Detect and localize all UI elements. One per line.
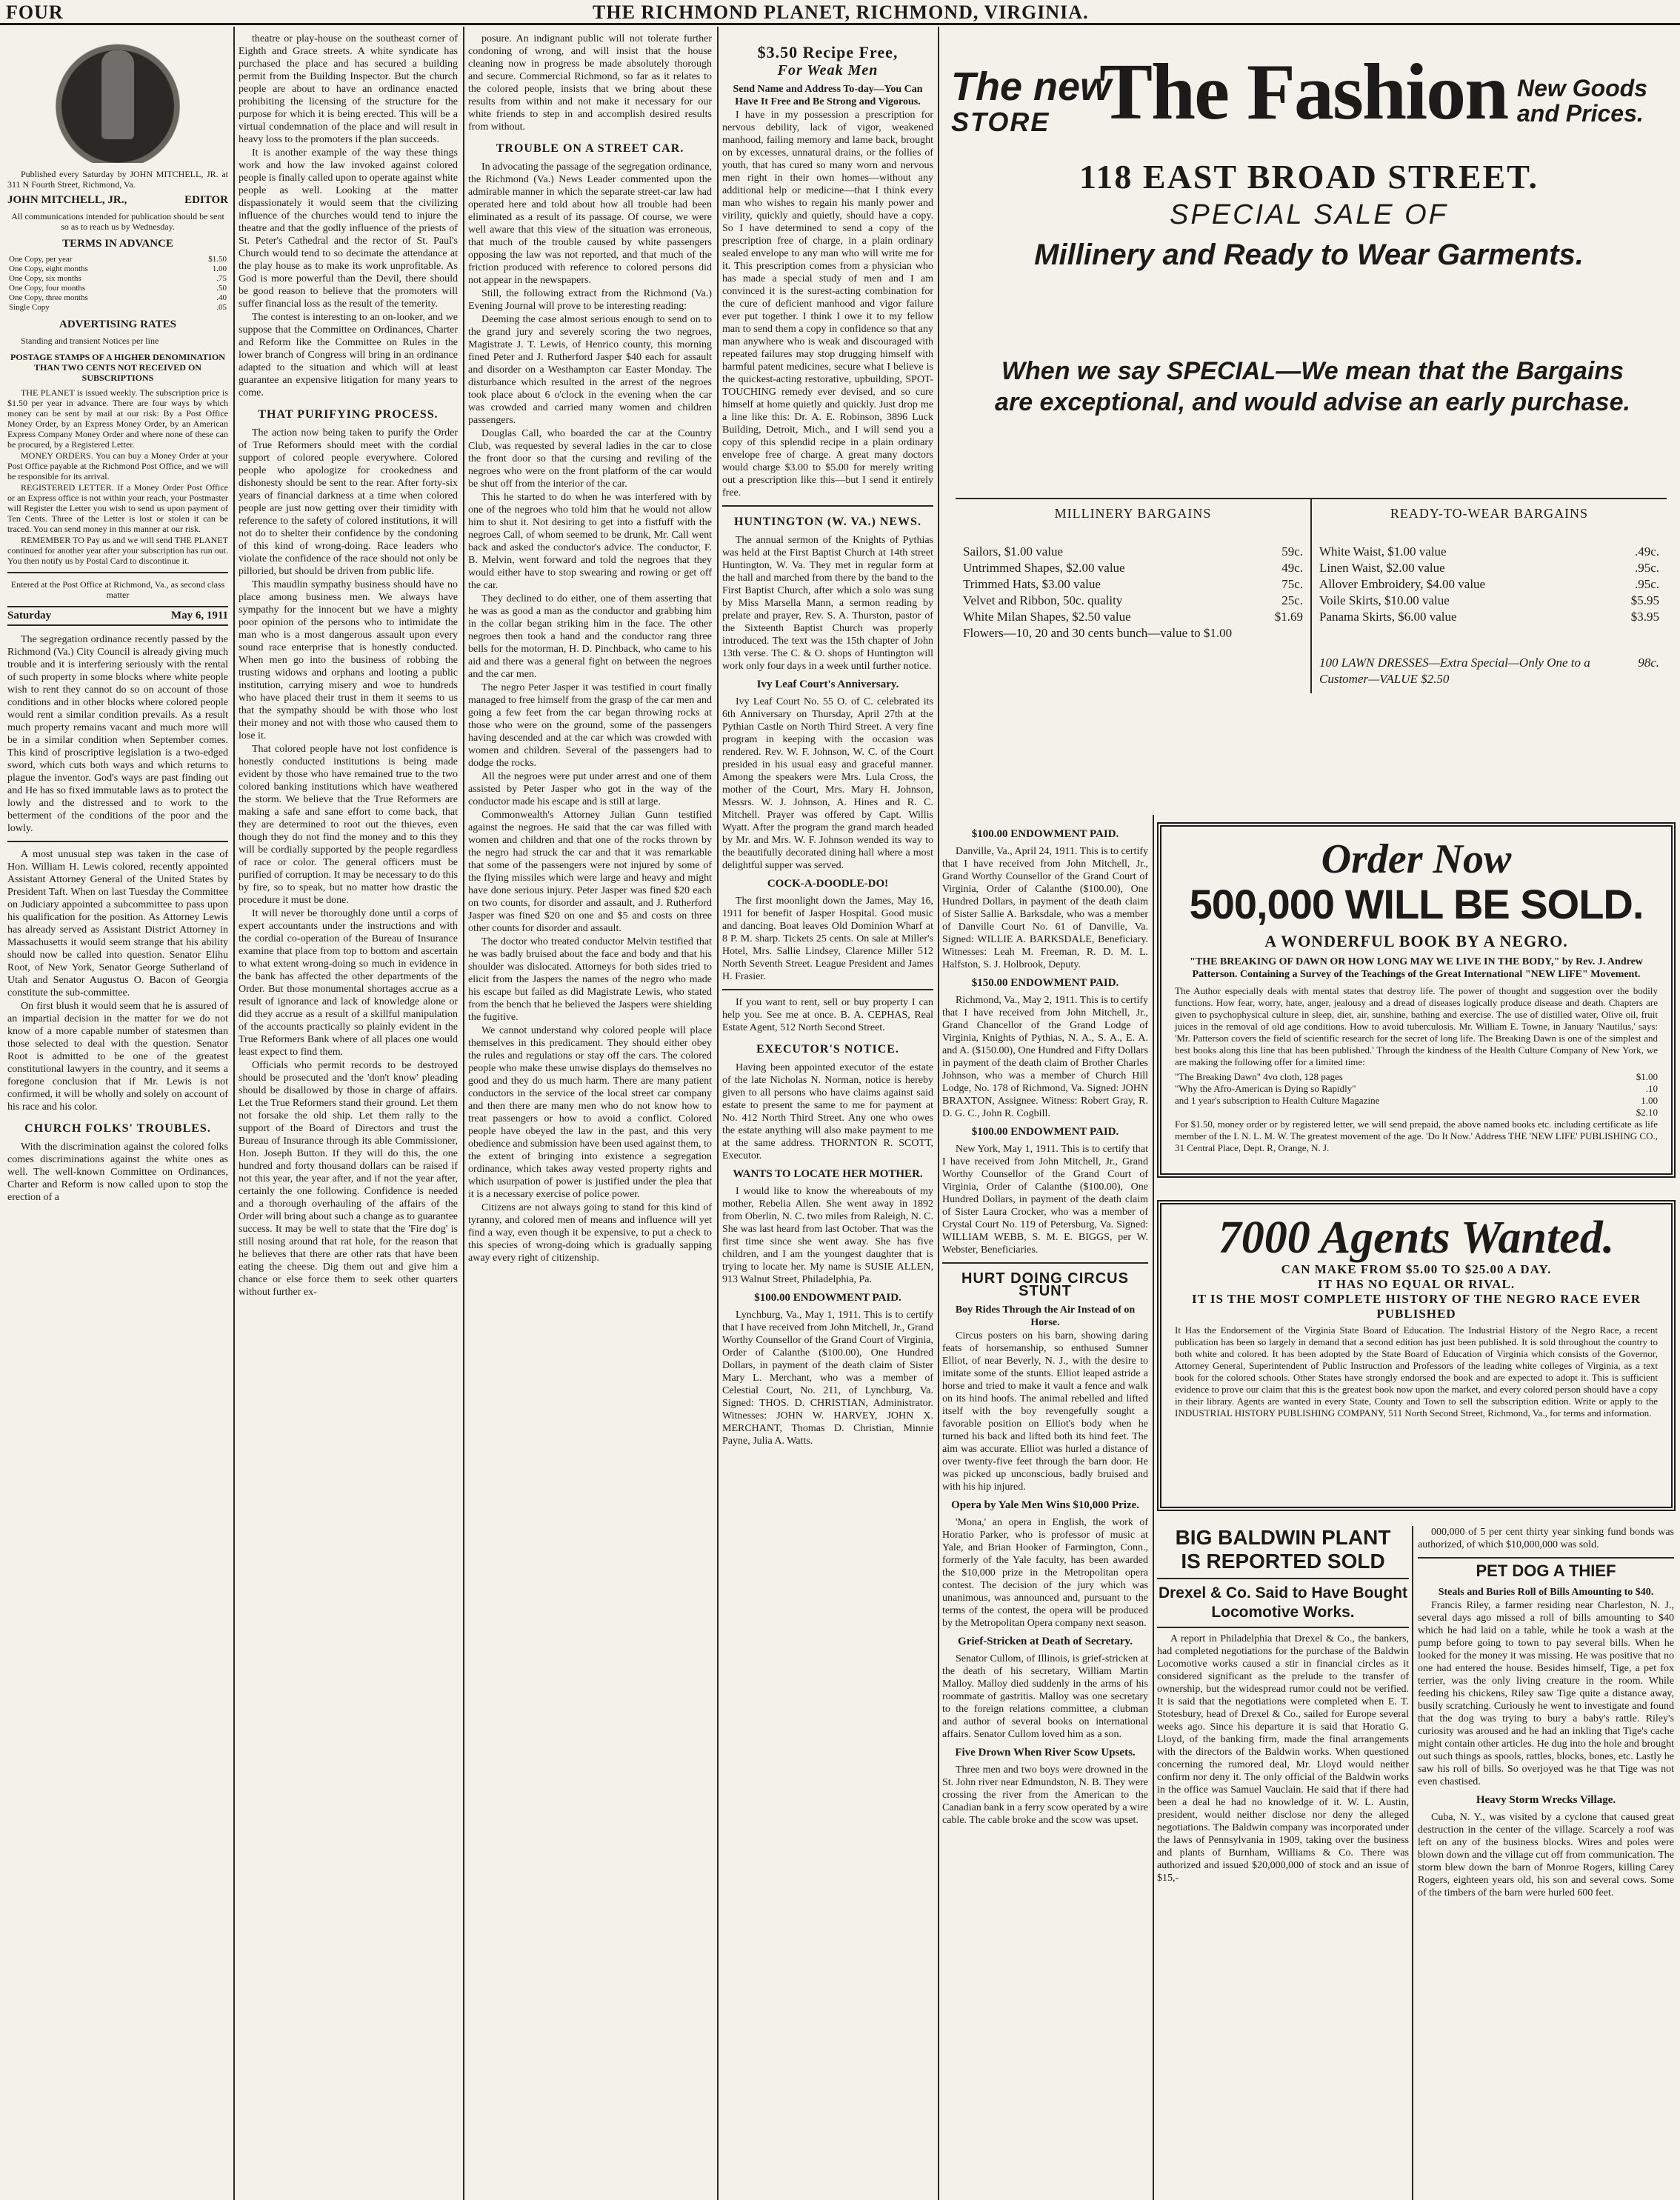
ad-boxed-message: When we say SPECIAL—We mean that the Bargains are exceptional, and would advise an early purchase. xyxy=(995,357,1630,416)
article-heading: THAT PURIFYING PROCESS. xyxy=(258,408,439,421)
column-3 xyxy=(468,33,712,2196)
article-paragraph: 000,000 of 5 per cent thirty year sinking fund bonds was authorized, of which $10,000,000 was sold. xyxy=(1418,1527,1674,1550)
article-paragraph: Francis Riley, a farmer residing near Charleston, N. J., several days ago missed a roll of bills amounting to $40 which he had laid on a table, while he took a wash at the pump before going to town to pay several bills. When he looked for the money it was missing. He was positive that no one had entered the house. Besides himself, Tige, a pet fox terrier, was the only living creature in the room. While feeding his chickens, Riley saw Tige quite a distance away, busily scratching. Curiously he went to investigate and found that the dog was trying to bury a baby's rattle. Riley's curiosity was aroused and he had an inkling that Tige's cache might contain other articles. He dug into the hole and brought out such things as spools, rattles, blocks, bones, etc. Lastly he saw his roll of bills. So overjoyed was he that Tige was not even chastised. xyxy=(1418,1600,1674,1787)
article-heading: Heavy Storm Wrecks Village. xyxy=(1476,1794,1616,1806)
article-heading: HURT DOING CIRCUS STUNT xyxy=(961,1270,1129,1299)
ad-body: The Author especially deals with mental states that destroy life. The power of thought and suggestion over the bodily functions. How fear, worry, hate, anger, jealousy and a dread of diseases logically produce disease and death. Chapters are given to psychophysical culture in sleep, diet, air, sunshine, bathing and exercise. The use of distilled water, Olive oil, fruit juices in the removal of old age conditions. How to avoid tuberculosis. Mr. William E. Towne, in January 'Nautilus,' says: 'Mr. Patterson covers the field of scientific research for the secret of long life. The Breaking Dawn is one of the simplest and best books along this line that has been published.' Through the kindness of the Health Culture Company of New York, we are making the following offer for a limited time: xyxy=(1175,985,1658,1067)
article-paragraph: Cuba, N. Y., was visited by a cyclone that caused great destruction in the center of the village. Scarcely a roof was left on any of the business blocks. Wires and poles were blown down and the village cut off from communication. The storm blew down the barn of Monroe Rogers, killing Carey Rogers, eighteen years old, his son and several cows. Some of the timbers of the barn were hurled 600 feet. xyxy=(1418,1812,1674,1899)
ad-price-list xyxy=(1175,1071,1658,1119)
article-paragraph: Deeming the case almost serious enough to send on to the grand jury and severely scoring the two negroes, Magistrate J. T. Lewis, of Henrico county, this morning fined Peter and J. Rutherford Jasper $40 each for assault and disorder on a Westhampton car Easter Monday. The disturbance which resulted in the arrest of the negroes took place about 6 o'clock in the evening when the car was crowded and carried many women and children passengers. xyxy=(468,314,712,426)
article-paragraph: Officials who permit records to be destroyed should be prosecuted and the 'don't know' pleading should be disallowed by those in charge of affairs. Let the True Reformers stand their ground. Let them not forsake the old ship. Let them rally to the support of the Board of Directors and trust the Bureau of Insurance through its able Commissioner, Hon. Joseph Button. If they will do this, the one hundred and forty thousand dollars can be raised if not this year, the year after, and if not the year after, certainly the one following. Confidence is needed and a thorough overhauling of the affairs of the Order will bring about such a change as to guarantee success. It may be well to state that the 'Fire dog' is still nosing around that rat hole, for the reason that he believes that there are other rats that have been eating the cheese. Dig them out and give him a chance or else force them to seek other quarters without further ex- xyxy=(239,1060,458,1298)
article-paragraph: Danville, Va., April 24, 1911. This is to certify that I have received from John Mitchell, Jr., Grand Worthy Counsellor of the Grand Court of Virginia, Order of Calanthe ($100.00), One Hundred Dollars, in payment of the death claim of Sister Sallie A. Barksdale, who was a member of Danville Court No. 61 of Danville, Va. Signed: WILLIE A. BARKSDALE, Beneficiary. Witnesses: Leah M. Freeman, R. D. M. L. Halfston, S. J. Holbrook, Deputy. xyxy=(942,846,1148,970)
article-heading: Five Drown When River Scow Upsets. xyxy=(955,1747,1136,1759)
list-item: Panama Skirts, $6.00 value $3.95 xyxy=(1319,610,1659,624)
table-row: One Copy, six months .75 xyxy=(9,274,227,283)
article-heading: HUNTINGTON (W. VA.) NEWS. xyxy=(734,516,921,528)
column-rule xyxy=(233,27,235,2200)
list-item: "Why the Afro-American is Dying so Rapidly" .10 xyxy=(1175,1083,1658,1094)
ad-millinery: Millinery and Ready to Wear Garments. xyxy=(1034,239,1584,271)
ad-heading: Order Now xyxy=(1321,836,1512,882)
article-subheading: Boy Rides Through the Air Instead of on Horse. xyxy=(955,1304,1136,1328)
article-heading: Opera by Yale Men Wins $10,000 Prize. xyxy=(951,1499,1139,1511)
ad-the-new: The new xyxy=(951,64,1112,109)
column-5 xyxy=(942,822,1148,2196)
adv-note: Standing and transient Notices per line xyxy=(21,336,159,346)
ad-subheading: IT IS THE MOST COMPLETE HISTORY OF THE NEGRO RACE EVER PUBLISHED xyxy=(1191,1292,1641,1321)
terms-heading: TERMS IN ADVANCE xyxy=(62,238,173,250)
pet-dog-article xyxy=(1418,1526,1674,2196)
article-heading: TROUBLE ON A STREET CAR. xyxy=(496,142,684,155)
article-subheading: Steals and Buries Roll of Bills Amounting to $40. xyxy=(1438,1587,1654,1598)
column-rule xyxy=(717,27,719,2200)
table-row: One Copy, four months .50 xyxy=(9,284,227,293)
article-headline: BIG BALDWIN PLANT IS REPORTED SOLD xyxy=(1157,1526,1409,1579)
list-item: Allover Embroidery, $4.00 value .95c. xyxy=(1319,577,1659,591)
ad-brand: The Fashion xyxy=(1099,48,1508,136)
list-item: Trimmed Hats, $3.00 value 75c. xyxy=(963,577,1303,591)
list-item: Velvet and Ribbon, 50c. quality 25c. xyxy=(963,593,1303,607)
article-paragraph: Ivy Leaf Court No. 55 O. of C. celebrated its 6th Anniversary on Thursday, April 27th at the Pythian Castle on North Third Street. A very fine program in keeping with the occasion was rendered. Rev. W. F. Johnson, W. C. of the Court presided in his usual easy and graceful manner. Among the speakers were Mrs. Lula Cross, the mother of the Court, Mrs. Mary H. Johnson, Messrs. W. J. Johnson, A. Hines and R. C. Mitchell. Prayer was offered by Capt. Willis Wyatt. After the program the grand march headed by Mr. and Mrs. W. F. Johnson wended its way to the beautifully decorated dining hall where a most delightful supper was served. xyxy=(722,696,933,871)
article-paragraph: The doctor who treated conductor Melvin testified that he was badly bruised about the face and body and that his shoulder was dislocated. Attorneys for both sides tried to elicit from the Jaspers the names of the negro who made his escape but failed as did Magistrate Lewis, who stated from the bench that he believed the Jaspers were shielding the fugitive. xyxy=(468,936,712,1023)
entered-note: Entered at the Post Office at Richmond, Va., as second class matter xyxy=(10,579,225,600)
column-1 xyxy=(7,33,228,2196)
agents-wanted-advertisement xyxy=(1157,1200,1676,1511)
notice: REMEMBER TO Pay us and we will send THE PLANET continued for another year after your subscription has run out. You then notify us by Postal Card to discontinue it. xyxy=(7,535,228,566)
column-rule xyxy=(1153,815,1154,2200)
date-value: May 6, 1911 xyxy=(170,610,228,621)
table-row: One Copy, three months .40 xyxy=(9,293,227,302)
recipe-subheading: For Weak Men xyxy=(777,62,879,79)
article-paragraph: Douglas Call, who boarded the car at the Country Club, was requested by several ladies in the car to close the front door so that the cursing and reviling of the negroes who were on the front platform of the car would be shut off from the interior of the car. xyxy=(468,428,712,490)
list-item: Sailors, $1.00 value 59c. xyxy=(963,544,1303,559)
article-paragraph: A report in Philadelphia that Drexel & Co., the bankers, had completed negotiations for the purchase of the Baldwin Locomotive works caused a stir in financial circles as it considered significant as the prelude to the transfer of ownership, but the widespread rumor could not be verified. It is said that the negotiations were completed when E. T. Stotesbury, head of Drexel & Co., sailed for Europe several weeks ago. Since his departure it is said that Horatio G. Lloyd, of the banking firm, made the final arrangements with the directors of the Baldwin works. When questioned concerning the rumored deal, Mr. Lloyd would neither confirm nor deny it. The only official of the Baldwin works in the office was Samuel Vauclain. He said that if there had been a deal he had no knowledge of it. W. L. Austin, president, would neither disclose nor deny the alleged negotiations. The Baldwin company was incorporated under the laws of Pennsylvania in 1909, taking over the business and plants of Burnham, Williams & Co. There was authorized and issued $20,000,000 of stock and an issue of $15,- xyxy=(1157,1633,1409,1884)
table-row: Single Copy .05 xyxy=(9,303,227,312)
article-paragraph: New York, May 1, 1911. This is to certify that I have received from John Mitchell, Jr., Grand Worthy Counsellor of the Grand Court of Virginia, Order of Calanthe ($100.00), One Hundred Dollars, in payment of the death claim of Sister Laura Crocker, who was a member of Crystal Court No. 119 of Petersburg, Va. Signed: WILLIAM WEBB, S. M. E. BIGGS, per W. Webster, Beneficiaries. xyxy=(942,1144,1148,1256)
column-rule xyxy=(463,27,464,2200)
article-paragraph: Commonwealth's Attorney Julian Gunn testified against the negroes. He said that the car was filled with women and children and that one of the rocks thrown by the negro had struck the car and that it was remarkable that some of the passengers were not injured by some of the flying missiles which were large and heavy and might have done serious injury. Peter Jasper was fined $20 each on two counts, for disorder and assault, and J. Rutherford Jasper was fined $20 on one and $5 and costs on three other counts for disorder and assault. xyxy=(468,810,712,934)
article-paragraph: The negro Peter Jasper it was testified in court finally managed to free himself from the grasp of the car men and going a few feet from the car began throwing rocks at those who were on the ground, some of the passengers having descended and at the car which was crowded with women and children. Several of the passengers had to dodge the rocks. xyxy=(468,682,712,769)
notice: THE PLANET is issued weekly. The subscription price is $1.50 per year in advance. There are four ways by which money can be sent by mail at our risk: By a Post Office Money Order, by an Express Money Order, by an American Express Company Money Order and where none of these can be procured, by a Registered Letter. xyxy=(7,387,228,450)
article-paragraph: A most unusual step was taken in the case of Hon. William H. Lewis colored, recently appointed Assistant Attorney General of the United States by President Taft. When on last Tuesday the Committee on Judiciary appointed a subcommittee to pass upon his qualification for the position. As Attorney Lewis has already served as Assistant District Attorney in Massachusetts it would seem strange that his ability should now be called into question. Senator Elihu Root, of New York, Senator George Sutherland of Utah and Senator Augustus O. Bacon of Georgia constitute the sub-committee. xyxy=(7,849,228,999)
recipe-lead: Send Name and Address To-day—You Can Have It Free and Be Strong and Vigorous. xyxy=(733,84,923,107)
ad-subheading: IT HAS NO EQUAL OR RIVAL. xyxy=(1317,1277,1516,1291)
list-item: Untrimmed Shapes, $2.00 value 49c. xyxy=(963,561,1303,575)
millinery-list xyxy=(956,499,1312,693)
article-heading: Grief-Stricken at Death of Secretary. xyxy=(958,1636,1133,1647)
article-paragraph: In advocating the passage of the segregation ordinance, the Richmond (Va.) News Leader commented upon the admirable manner in which the separate street-car law had operated here and told about how all trouble had been eliminated as a result of its passage. Of course, we were well aware that this view of the situation was erroneous, that much of the trouble caused by white passengers opposing the law was not reported, and that much of the friction produced with reference to colored persons did not appear in the newspapers. xyxy=(468,161,712,286)
column-4 xyxy=(722,43,933,2196)
ad-tagline: New Goods and Prices. xyxy=(1517,75,1648,127)
list-note: 100 LAWN DRESSES—Extra Special—Only One to a Customer—VALUE $2.50 98c. xyxy=(1319,656,1659,686)
table-row: One Copy, per year $1.50 xyxy=(9,255,227,264)
column-rule xyxy=(938,27,939,2200)
ad-book-title: "THE BREAKING OF DAWN OR HOW LONG MAY WE LIVE IN THE BODY," by Rev. J. Andrew Patterson. Containing a Survey of the Teachings of the Great International "NEW LIFE" Movement. xyxy=(1190,956,1643,980)
editor-name: JOHN MITCHELL, JR., xyxy=(7,194,127,206)
ad-special: SPECIAL SALE OF xyxy=(1170,199,1448,230)
article-paragraph: I would like to know the whereabouts of my mother, Rebelia Allen. She went away in 1892 from Oberlin, N. C. two miles from Raleigh, N. C. She was last heard from last October. That was the first time since she went away. She has five children, and I am the youngest daughter that is trying to locate her. My name is SUSIE ALLEN, 913 Walnut Street, Philadelphia, Pa. xyxy=(722,1186,933,1285)
ad-subheading: A WONDERFUL BOOK BY A NEGRO. xyxy=(1264,932,1568,950)
date-day: Saturday xyxy=(7,610,52,621)
order-now-advertisement xyxy=(1157,822,1676,1178)
article-paragraph: On first blush it would seem that he is assured of an impartial decision in the matter for we do not know of a more capable number of statesmen than those selected to deal with the question. Senator Root is admitted to be one of the greatest constitutional lawyers in the country, and it seems a foregone conclusion that if Mr. Lewis is not confirmed, it will be wholly and solely on account of his race and his color. xyxy=(7,1001,228,1113)
list-heading: READY-TO-WEAR BARGAINS xyxy=(1390,506,1589,521)
terms-table xyxy=(7,255,228,313)
list-item: Flowers—10, 20 and 30 cents bunch—value to $1.00 xyxy=(963,626,1233,640)
editor-title: EDITOR xyxy=(184,194,228,206)
ad-body: For $1.50, money order or by registered letter, we will send prepaid, the above named books etc. including certificate as life member of the I. N. L. M. W. The greatest movement of the age. 'Do It Now.' Address THE 'NEW LIFE' PUBLISHING CO., 31 Central Place, Dept. R, Orange, N. J. xyxy=(1175,1119,1658,1153)
article-paragraph: The first moonlight down the James, May 16, 1911 for benefit of Jasper Hospital. Good music and dancing. Boat leaves Old Dominion Wharf at 8 P. M. sharp. Tickets 25 cents. On sale at Miller's Hotel, Mrs. Sallie Lindsey, Clarence Miller 512 North Seventh Street. League President and James H. Frasier. xyxy=(722,896,933,982)
article-paragraph: The action now being taken to purify the Order of True Reformers should meet with the cordial support of colored people everywhere. Colored people who apologize for crookedness and dishonesty should be sent to the rear. After forty-six years of financial darkness at a time when colored people are just now getting over their timidity with reference to the safety of colored institutions, it will not do to shelter their confidence by the condoning of this kind of wrong-doing. Race leaders who violate the confidence of the race should not only be pilloried, but should be driven from public life. xyxy=(239,427,458,577)
list-item: Voile Skirts, $10.00 value $5.95 xyxy=(1319,593,1659,607)
article-paragraph: 'Mona,' an opera in English, the work of Horatio Parker, who is professor of music at Yale, and Brian Hooker of Farmington, Conn., formerly of the Yale faculty, has been awarded the $10,000 prize in the Metropolitan opera contest. The decision of the jury which was unanimous, was announced and, pursuant to the terms of the contest, the opera will be produced by the Metropolitan Opera company next season. xyxy=(942,1517,1148,1629)
recipe-heading: $3.50 Recipe Free, xyxy=(757,43,899,61)
editor-line xyxy=(7,194,228,207)
article-heading: COCK-A-DOODLE-DO! xyxy=(767,878,889,890)
list-item: $2.10 xyxy=(1636,1107,1658,1118)
article-paragraph: That colored people have not lost confidence is honestly conducted institutions is being made evident by those who have remained true to the two colored banking institutions which have weathered the storm. We believe that the True Reformers are making a safe and sane effort to come back, that they are determined to root out the thieves, even though they do not find the money and to this they will be cordially supported by the people regardless of race or color. The general officers must be purified of corruption. It may be necessary to do this by fire, so to speak, but no matter how drastic the procedure it must be done. xyxy=(239,744,458,906)
column-2 xyxy=(239,33,458,2196)
article-paragraph: It will never be thoroughly done until a corps of expert accountants under the instructions and with the cordial co-operation of the Bureau of Insurance examine that place from top to bottom and ascertain to what extent wrong-doing so much in evidence in the bank has affected the other departments of the Order. But those monumental shortages accrue as a result of ignorance and lack of knowledge alone or did they accrue as a result of a skillful manipulation of the accounts practically so plainly evident in the True Reformers Bank where of all places one would least expect to find them. xyxy=(239,908,458,1058)
published-note: Published every Saturday by JOHN MITCHELL, JR. at 311 N Fourth Street, Richmond, Va. xyxy=(7,169,228,190)
date-line xyxy=(7,606,228,626)
article-heading: $100.00 ENDOWMENT PAID. xyxy=(971,828,1119,840)
ad-subheading: CAN MAKE FROM $5.00 TO $25.00 A DAY. xyxy=(1281,1262,1552,1276)
ad-store: STORE xyxy=(951,107,1050,137)
planet-logo xyxy=(51,37,184,163)
ad-big-line: 500,000 WILL BE SOLD. xyxy=(1189,881,1644,927)
article-paragraph: We cannot understand why colored people will place themselves in this predicament. They should either obey the rules and regulations or stay off the cars. The colored people who make these unwise displays do themselves no good and they do us much harm. There are many patient conductors in the service of the local street car company and then there are many men who do not know how to treat passengers or how to avoid a conflict. Colored people have obeyed the law in the past, and this very obedience and submission have been used against them, to the extent of bringing into existence a segregation ordinance, which takes away vested property rights and which usurpation of power is justified under the plea that it is a necessary exercise of police power. xyxy=(468,1025,712,1200)
article-paragraph: Citizens are not always going to stand for this kind of tyranny, and colored men of means and influence will yet find a way, even though it be expensive, to put a check to this species of wrong-doing which is gradually sapping away every right of citizenship. xyxy=(468,1202,712,1264)
article-paragraph: I have in my possession a prescription for nervous debility, lack of vigor, weakened manhood, failing memory and lame back, brought on by excesses, unnatural drains, or the follies of youth, that has cured so many worn and nervous men right in their own homes—without any additional help or medicine—that I think every man who wishes to regain his manly power and virility, quickly and quietly, should have a copy. So I have determined to send a copy of the prescription free of charge, in a plain ordinary sealed envelope to any man who will write me for it. This prescription comes from a physician who has made a special study of men and I am convinced it is the surest-acting combination for the cure of deficient manhood and vigor failure ever put together. I think I owe it to my fellow man to send them a copy in confidence so that any man anywhere who is weak and discouraged with repeated failures may stop drugging himself with harmful patent medicines, secure what I believe is the quickest-acting restorative, upbuilding, SPOT-TOUCHING remedy ever devised, and so cure himself at home quietly and quickly. Just drop me a line like this: Dr. A. E. Robinson, 3896 Luck Building, Detroit, Mich., and I will send you a copy of this splendid recipe in a plain ordinary envelope free of charge. A great many doctors would charge $3.00 to $5.00 for merely writing out a prescription like this—but I send it entirely free. xyxy=(722,110,933,499)
column-rule xyxy=(1412,1526,1413,2200)
communications-note: All communications intended for publication should be sent so as to reach us by Wednesday. xyxy=(11,211,224,232)
ad-heading: 7000 Agents Wanted. xyxy=(1218,1213,1615,1263)
article-paragraph: Lynchburg, Va., May 1, 1911. This is to certify that I have received from John Mitchell, Jr., Grand Worthy Counsellor of the Grand Court of Virginia, Order of Calanthe ($100.00), One Hundred Dollars, in payment of the death claim of Sister Mary L. Merchant, who was a member of Celestial Court, No. 211, of Lynchburg, Va. Signed: THOS. D. CHRISTIAN, Administrator. Witnesses: JOHN W. HARVEY, JOHN X. MERCHANT, Thomas D. Christian, Minnie Payne, Julia A. Watts. xyxy=(722,1310,933,1447)
article-paragraph: Senator Cullom, of Illinois, is grief-stricken at the death of his secretary, William Martin Malloy. Malloy died suddenly in the arms of his roommate of gastritis. Malloy was one secretary to the foreign relations committee, a clubman and author of several books on international affairs. Senator Cullom loved him as a son. xyxy=(942,1653,1148,1740)
article-paragraph: posure. An indignant public will not tolerate further condoning of wrong, and will insist that the house cleaning now in progress be made absolutely thorough and secure. Commercial Richmond, so far as it relates to the colored people, insists that we bring about these results from within and not make it necessary for our white friends to step in and accomplish desired results from without. xyxy=(468,33,712,133)
article-heading: Ivy Leaf Court's Anniversary. xyxy=(756,679,899,690)
article-heading: $100.00 ENDOWMENT PAID. xyxy=(754,1292,901,1304)
article-paragraph: If you want to rent, sell or buy property I can help you. See me at once. B. A. CEPHAS, Real Estate Agent, 512 North Second Street. xyxy=(722,997,933,1033)
postage-heading: POSTAGE STAMPS OF A HIGHER DENOMINATION THAN TWO CENTS NOT RECEIVED ON SUBSCRIPTIONS xyxy=(10,352,225,383)
article-heading: $150.00 ENDOWMENT PAID. xyxy=(971,977,1119,989)
article-paragraph: Having been appointed executor of the estate of the late Nicholas N. Norman, notice is hereby given to all persons who have claims against said estate to present the same to me for payment at No. 412 North Third Street. Any one who owes the estate anything will also make payment to me at the same address. THORNTON R. SCOTT, Executor. xyxy=(722,1062,933,1161)
article-paragraph: They declined to do either, one of them asserting that he was as good a man as the conductor and grabbing him in the collar began striking him in the face. The other negroes then took a hand and the conductor rang three bells for the motorman, H. D. Pinchback, who came to his aid and there was a general fight on between the negroes and the car men. xyxy=(468,593,712,680)
article-heading: WANTS TO LOCATE HER MOTHER. xyxy=(733,1168,923,1180)
running-head: THE RICHMOND PLANET, RICHMOND, VIRGINIA. xyxy=(593,1,1089,23)
article-heading: $100.00 ENDOWMENT PAID. xyxy=(971,1126,1119,1138)
list-item: and 1 year's subscription to Health Culture Magazine 1.00 xyxy=(1175,1095,1658,1106)
article-paragraph: With the discrimination against the colored folks comes discriminations against the white ones as well. The well-known Committee on Ordinances, Charter and Reform is now called upon to stop the erection of a xyxy=(7,1141,228,1203)
article-paragraph: Circus posters on his barn, showing daring feats of horsemanship, so enthused Sumner Elliot, of near Beverly, N. J., with the desire to imitate some of the stunts. Elliot leaped astride a horse and tried to make it vault a fence and walk on its hind hoofs. The animal rebelled and lifted itself with the boy revengefully sought a favorable position on Elliot's body when he turned his back and lifted both its hind feet. The aim was accurate. Elliot was hurled a distance of over twenty-five feet through the barn door. He was picked up unconscious, badly bruised and with his hip injured. xyxy=(942,1330,1148,1493)
article-paragraph: The segregation ordinance recently passed by the Richmond (Va.) City Council is already giving much trouble and it is interfering seriously with the rental of such property in some blocks where white people wish to rent they cannot do so on account of those conditions and in other blocks where colored people would rent a similar condition prevails. As a result much property remains vacant and much more will be in a similar condition when September comes. This kind of proscriptive legislation is a two-edged sword, which cuts both ways and which returns to plague the inventor. God's ways are past finding out and He has so fixed immutable laws as to protect the lowly and the distressed and to work to the betterment of the conditions of the poor and the lowly. xyxy=(7,634,228,834)
page-number: FOUR xyxy=(6,1,64,23)
ad-address: 118 EAST BROAD STREET. xyxy=(1079,158,1539,196)
list-item: "The Breaking Dawn" 4vo cloth, 128 pages $1.00 xyxy=(1175,1071,1658,1082)
article-paragraph: All the negroes were put under arrest and one of them assisted by Peter Jasper who got in the way of the conductor made his escape and is still at large. xyxy=(468,771,712,807)
list-item: Linen Waist, $2.00 value .95c. xyxy=(1319,561,1659,575)
article-paragraph: This maudlin sympathy business should have no place among business men. We always have sympathy for the innocent but we have a mighty poor opinion of the persons who to intimidate the man who is a most dangerous assault upon every sound race enterprise that is honestly conducted. When men go into the business of robbing the trusting widows and orphans and looting a public institution, carrying misery and woe to hundreds who have placed their trust in them it seems to us that the sympathy should be with those who lost their money and not with those who caused them to lose it. xyxy=(239,579,458,741)
article-paragraph: Still, the following extract from the Richmond (Va.) Evening Journal will prove to be interesting reading: xyxy=(468,288,712,312)
baldwin-article xyxy=(1157,1526,1409,2196)
notice: MONEY ORDERS. You can buy a Money Order at your Post Office payable at the Richmond Post Office, and we will be responsible for its arrival. xyxy=(7,450,228,481)
masthead xyxy=(0,0,1680,25)
notice: REGISTERED LETTER. If a Money Order Post Office or an Express office is not within your reach, your Postmaster will Register the Letter you wish to send us upon payment of Ten Cents. Three of the Letter is lost or stolen it can be traced. You can send money in this manner at our risk. xyxy=(7,482,228,534)
adv-heading: ADVERTISING RATES xyxy=(59,319,176,330)
article-paragraph: Richmond, Va., May 2, 1911. This is to certify that I have received from John Mitchell, Jr., Grand Chancellor of the Grand Lodge of Virginia, Knights of Pythias, N. A., S. A., E. A. and A. ($150.00), One Hundred and Fifty Dollars in payment of the death claim of Brother Charles Johnson, who was a member of Church Hill Lodge, No. 178 of Richmond, Va. Signed: JOHN BRAXTON, Assignee. Witness: Robert Gray, R. D. G. C., John R. Cogbill. xyxy=(942,995,1148,1119)
list-item: White Waist, $1.00 value .49c. xyxy=(1319,544,1659,559)
article-heading: EXECUTOR'S NOTICE. xyxy=(756,1043,899,1056)
article-paragraph: theatre or play-house on the southeast corner of Eighth and Grace streets. A white syndicate has purchased the place and has secured a building permit from the Building Inspector. But the church people are about to have an ordinance enacted prohibiting the licensing of the structure for the purpose for which it is being erected. This will be a virtual condemnation of the place and will result in heavy loss to the promoters if the plan succeeds. xyxy=(239,33,458,145)
fashion-advertisement xyxy=(942,44,1676,807)
article-paragraph: Three men and two boys were drowned in the St. John river near Edmundston, N. B. They were crossing the river from the American to the Canadian bank in a ferry scow operated by a wire cable. The cable broke and the scow was upset. xyxy=(942,1764,1148,1826)
ad-bargain-lists xyxy=(956,498,1667,693)
article-heading: CHURCH FOLKS' TROUBLES. xyxy=(24,1122,211,1135)
article-subheadline: Drexel & Co. Said to Have Bought Locomotive Works. xyxy=(1157,1584,1409,1628)
article-paragraph: It is another example of the way these things work and how the law invoked against colored people is finally called upon to operate against white people as well. Looking at the matter dispassionately it would seem that the civilizing influence of the churches would tend to injure the theatre and that the godly influence of the priests of St. Peter's Cathedral and the rector of St. Paul's Church would tend to so decimate the attendance at the play house as to make its work unprofitable. As God is more powerful than the Devil, there should be good reason to believe that the promoters will suffer financial loss as the result of the temerity. xyxy=(239,147,458,310)
list-item: White Milan Shapes, $2.50 value $1.69 xyxy=(963,610,1303,624)
article-headline: PET DOG A THIEF xyxy=(1476,1561,1616,1580)
ready-to-wear-list xyxy=(1312,499,1667,693)
list-heading: MILLINERY BARGAINS xyxy=(1054,506,1212,521)
article-paragraph: The annual sermon of the Knights of Pythias was held at the First Baptist Church at 14th street Huntington, W. Va. They met in regular form at the hall and marched from there by the band to the First Baptist Church, after which a solo was sung by Miss Marsella Mann, a sermon reading by prelate and prayer, Rev. S. A. Thurston, pastor of the Sixteenth Baptist Church was properly introduced. The text was the 15th chapter of John 13th verse. The C. & O. shops of Huntington will work only four days in a week until further notice. xyxy=(722,535,933,672)
article-paragraph: The contest is interesting to an on-looker, and we suppose that the Committee on Ordinances, Charter and Reform like the Committee on Rules in the lower branch of Congress will bring in an ordinance adapted to the situation and which will at least guarantee an expensive litigation for many years to come. xyxy=(239,312,458,399)
article-paragraph: This he started to do when he was interfered with by one of the negroes who told him that he would not allow him to shut it. Not desiring to get into a fistfuff with the negroes Call, of whom seemed to be drunk, Mr. Call went back and asked the conductor's advice. The conductor, F. B. Melvin, went forward and told the negroes that they would either have to stop swearing and rowing or get off the car. xyxy=(468,492,712,591)
table-row: One Copy, eight months 1.00 xyxy=(9,264,227,273)
ad-body: It Has the Endorsement of the Virginia State Board of Education. The Industrial History of the Negro Race, a recent publication has been so largely in demand that a second edition has just been published. It is sold throughout the country to both white and colored. It has been adopted by the State Board of Education of Virginia which consists of the Governor, Attorney General, Superintendent of Public Instruction and Professors of the leading white colleges of Virginia, as a text book for the colored schools. Other States have strongly endorsed the book and are expected to adopt it. This is sufficient evidence to prove our claim that this is the greatest book now upon the market, and every colored person should have a copy in their library. Agents are wanted in every State, County and Town to sell the subscription edition. Write or apply to the INDUSTRIAL HISTORY PUBLISHING COMPANY, 511 North Second Street, Richmond, Va., for terms and information. xyxy=(1175,1324,1658,1419)
